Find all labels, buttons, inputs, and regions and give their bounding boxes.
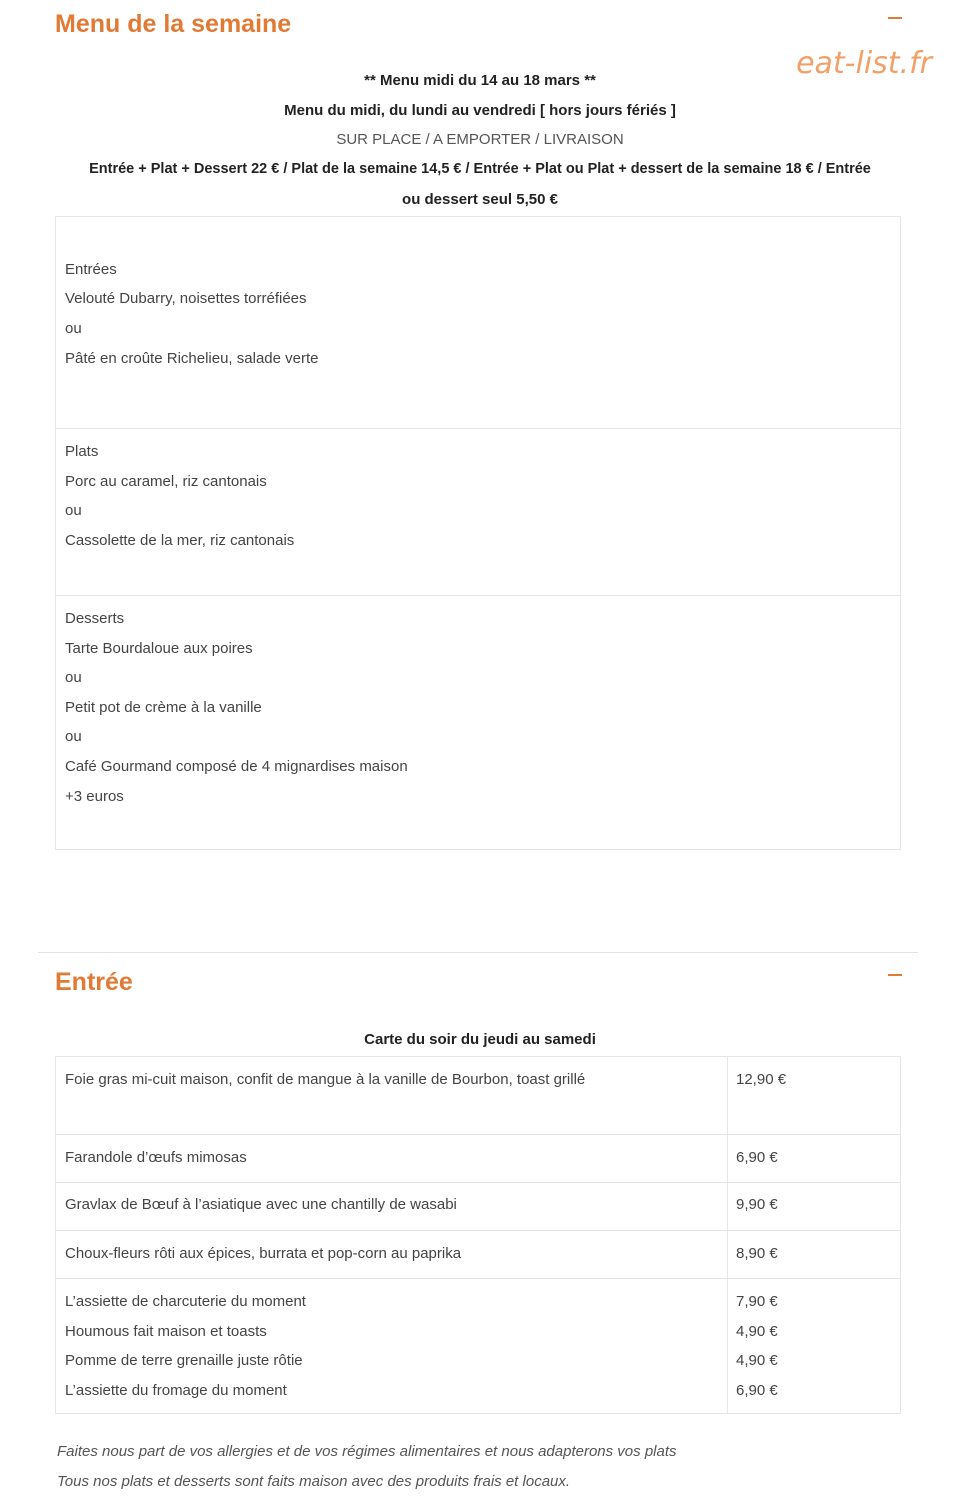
dish-price: 6,90 € — [736, 1149, 778, 1166]
entree-section-title: Entrée — [55, 968, 133, 996]
collapse-entree-icon[interactable] — [888, 974, 902, 976]
plats-heading: Plats — [65, 443, 99, 460]
dish-name: Houmous fait maison et toasts — [65, 1323, 267, 1340]
dish-price: 7,90 € — [736, 1293, 778, 1310]
desserts-heading: Desserts — [65, 610, 125, 627]
dish-name: Farandole d’œufs mimosas — [65, 1149, 247, 1166]
desserts-section — [56, 596, 900, 849]
dish-name: L’assiette du fromage du moment — [65, 1382, 287, 1399]
collapse-weekly-menu-icon[interactable] — [888, 17, 902, 19]
entree-option-1: Velouté Dubarry, noisettes torréfiées — [65, 290, 307, 307]
entree-or: ou — [65, 320, 82, 337]
dish-name: Choux-fleurs rôti aux épices, burrata et pop-corn au paprika — [65, 1245, 462, 1262]
table-row — [56, 1231, 900, 1279]
entrees-section — [56, 217, 900, 429]
dessert-option-3: Café Gourmand composé de 4 mignardises maison — [65, 758, 408, 775]
dish-price: 4,90 € — [736, 1352, 778, 1369]
plat-option-1: Porc au caramel, riz cantonais — [65, 473, 267, 490]
plats-section — [56, 429, 900, 596]
entree-option-2: Pâté en croûte Richelieu, salade verte — [65, 350, 319, 367]
menu-prices-line-2: ou dessert seul 5,50 € — [402, 191, 558, 208]
menu-dates: ** Menu midi du 14 au 18 mars ** — [364, 72, 596, 89]
service-modes: SUR PLACE / A EMPORTER / LIVRAISON — [336, 131, 624, 148]
watermark: eat-list.fr — [796, 46, 932, 81]
dessert-supplement: +3 euros — [65, 788, 124, 805]
dish-price: 6,90 € — [736, 1382, 778, 1399]
entree-subtitle: Carte du soir du jeudi au samedi — [364, 1031, 596, 1048]
weekly-menu-title: Menu de la semaine — [55, 10, 292, 38]
menu-prices-line-1: Entrée + Plat + Dessert 22 € / Plat de la semaine 14,5 € / Entrée + Plat ou Plat + dessert de la semaine 18 € / Entrée — [89, 161, 871, 177]
homemade-note: Tous nos plats et desserts sont faits maison avec des produits frais et locaux. — [57, 1473, 571, 1490]
entree-price-table — [55, 1056, 901, 1414]
dish-name: Gravlax de Bœuf à l’asiatique avec une chantilly de wasabi — [65, 1196, 457, 1213]
entrees-heading: Entrées — [65, 261, 117, 278]
table-row — [56, 1135, 900, 1183]
dessert-or-2: ou — [65, 728, 82, 745]
dish-name: Foie gras mi-cuit maison, confit de mangue à la vanille de Bourbon, toast grillé — [65, 1071, 586, 1088]
table-row — [56, 1183, 900, 1231]
dish-name: L’assiette de charcuterie du moment — [65, 1293, 306, 1310]
menu-schedule: Menu du midi, du lundi au vendredi [ hors jours fériés ] — [284, 102, 676, 119]
allergy-note: Faites nous part de vos allergies et de vos régimes alimentaires et nous adapterons vos plats — [57, 1443, 677, 1460]
dish-price: 12,90 € — [736, 1071, 787, 1088]
dessert-option-2: Petit pot de crème à la vanille — [65, 699, 262, 716]
dessert-or-1: ou — [65, 669, 82, 686]
dish-price: 4,90 € — [736, 1323, 778, 1340]
plat-option-2: Cassolette de la mer, riz cantonais — [65, 532, 295, 549]
dessert-option-1: Tarte Bourdaloue aux poires — [65, 640, 253, 657]
weekly-menu-table — [55, 216, 901, 850]
dish-price: 8,90 € — [736, 1245, 778, 1262]
section-divider — [38, 952, 918, 953]
dish-name: Pomme de terre grenaille juste rôtie — [65, 1352, 303, 1369]
table-row — [56, 1279, 900, 1413]
table-row — [56, 1057, 900, 1135]
plat-or: ou — [65, 502, 82, 519]
dish-price: 9,90 € — [736, 1196, 778, 1213]
